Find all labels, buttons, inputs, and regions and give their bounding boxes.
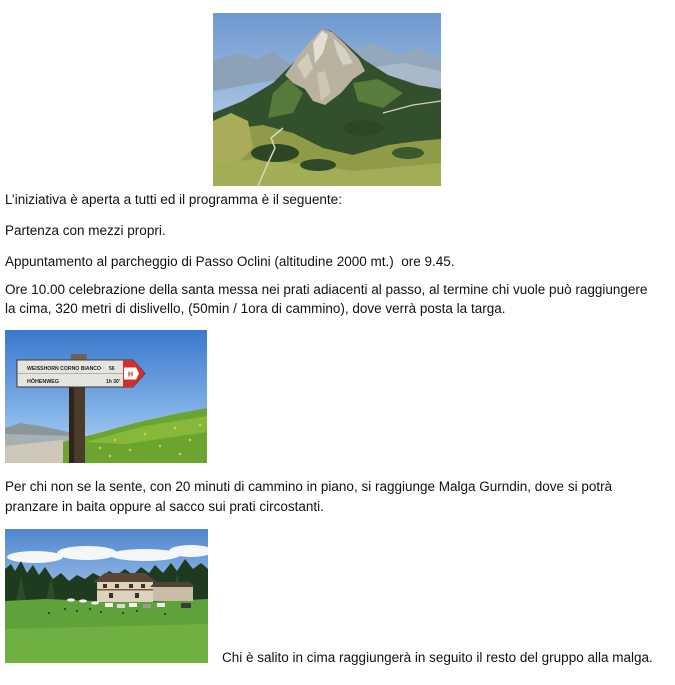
departure-text: Partenza con mezzi propri. [5,223,166,238]
umbrella [91,601,99,604]
flower [199,424,201,426]
flower [109,455,111,457]
malga-photo [5,529,208,663]
cloud [57,546,117,560]
person [122,612,124,614]
forest-patch [300,159,336,171]
mountain-peak-illustration [213,13,441,186]
intro-text: L’iniziativa è aperta a tutti ed il programma è il seguente: [5,192,342,207]
person [136,610,138,612]
hut-window [141,584,145,588]
signpost-photo [5,330,207,463]
umbrella [79,599,87,602]
person [48,612,50,614]
forest-patch [343,120,383,136]
person [89,608,91,610]
flower [129,449,131,451]
person [164,613,166,615]
umbrella [67,598,75,601]
car [143,604,151,608]
hut-balcony [97,589,153,591]
person [100,611,102,613]
hut-window [103,584,107,588]
malga-text-line-2: pranzare in baita oppure al sacco sui prati circostanti. [5,499,324,514]
mountain-peak-photo [213,13,441,186]
flower [179,453,181,455]
sign-walk-time: 1h 30' [106,379,120,385]
car [181,603,191,608]
car [105,603,113,607]
car [117,604,125,608]
forest-patch [392,147,424,159]
flower [159,445,161,447]
trail-marker-letter: H [128,371,134,379]
sign-destination-1: WEISSHORN CORNO BIANCO [27,366,102,372]
malga-text-line-1: Per chi non se la sente, con 20 minuti di cammino in piano, si raggiunge Malga Gurndin, dove si potrà [5,479,613,494]
flower [174,427,176,429]
mass-text-line-1: Ore 10.00 celebrazione della santa messa nei prati adiacenti al passo, al termine chi vuole può raggiungere [5,282,648,297]
hut-window [109,593,113,598]
flower [144,433,146,435]
closing-text: Chi è salito in cima raggiungerà in seguito il resto del gruppo alla malga. [222,650,653,665]
signpost-illustration [5,330,207,463]
malga-illustration [5,529,208,663]
car [129,603,137,607]
person [64,608,66,610]
meeting-point-text: Appuntamento al parcheggio di Passo Oclini (altitudine 2000 mt.) ore 9.45. [5,254,455,269]
person [76,610,78,612]
meadow-foreground [5,624,208,663]
flower [99,447,101,449]
annex-roof [150,582,195,587]
hut-window [129,584,133,588]
flower [189,439,191,441]
annex-walls [153,587,193,601]
sign-trail-number: 56 [109,366,115,372]
sign-destination-2: HÖHENWEG [27,379,57,385]
car [157,603,165,607]
cloud [7,551,63,563]
hut-window [115,584,119,588]
mass-text-line-2: la cima, 320 metri di dislivello, (50min / 1ora di cammino), dove verrà posta la targa. [5,301,506,316]
hut-window [135,593,139,598]
flower [114,439,116,441]
